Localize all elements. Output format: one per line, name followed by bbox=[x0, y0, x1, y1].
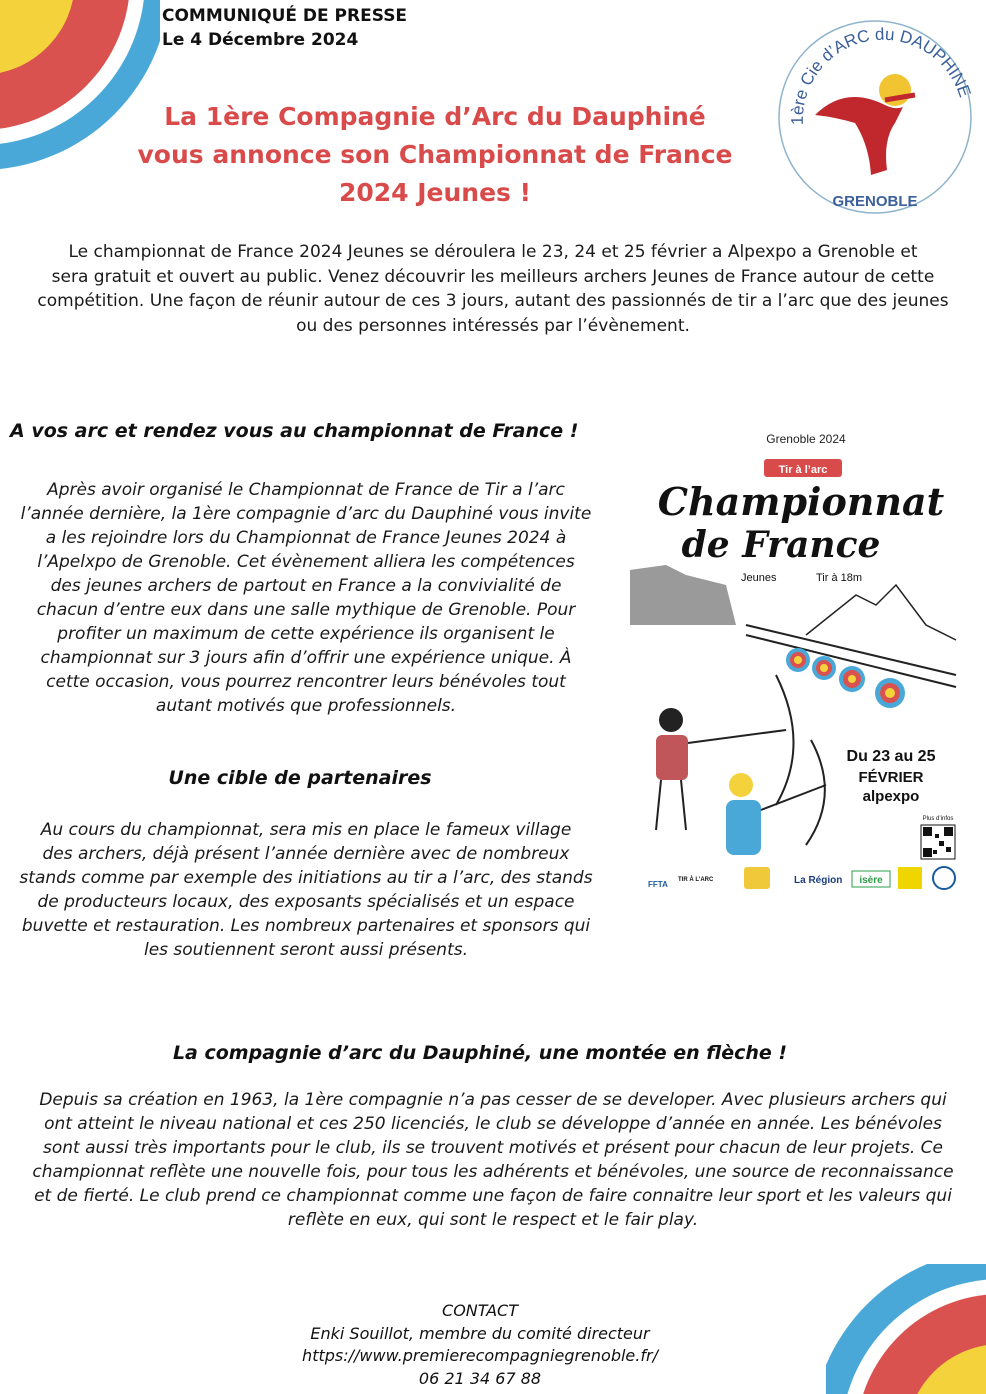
body-line: l’année dernière, la 1ère compagnie d’arc du Dauphiné vous invite bbox=[20, 504, 592, 524]
body-line: reflète en eux, qui sont le respect et le fair play. bbox=[287, 1210, 699, 1230]
contact-phone: 06 21 34 67 88 bbox=[418, 1368, 542, 1388]
section-body-rendezvous bbox=[0, 478, 612, 718]
press-release-label: COMMUNIQUÉ DE PRESSE bbox=[162, 6, 408, 26]
championship-poster bbox=[626, 425, 966, 905]
target-icon bbox=[839, 666, 865, 692]
body-line: buvette et restauration. Les nombreux partenaires et sponsors qui bbox=[21, 916, 591, 936]
section-heading-partners: Une cible de partenaires bbox=[168, 767, 432, 789]
section-heading-rendezvous: A vos arc et rendez vous au championnat de France ! bbox=[10, 420, 579, 442]
body-line: cette occasion, vous pourrez rencontrer leurs bénévoles tout bbox=[46, 672, 566, 692]
sponsor-isere: isère bbox=[859, 875, 883, 886]
qr-code-icon bbox=[921, 825, 955, 859]
poster-month: FÉVRIER bbox=[858, 769, 924, 786]
target-icon bbox=[875, 678, 905, 708]
body-line: chacun d’entre eux dans une salle mythique de Grenoble. Pour bbox=[36, 600, 576, 620]
body-line: Après avoir organisé le Championnat de France de Tir a l’arc bbox=[47, 480, 565, 500]
target-icon bbox=[786, 648, 810, 672]
title-line-3: 2024 Jeunes ! bbox=[338, 178, 532, 207]
body-line: sont aussi très importants pour le club, ils se trouvent motivés et présent pour chacun de leur projets. Ce bbox=[42, 1138, 944, 1158]
sponsor-tir-arc: TIR À L’ARC bbox=[678, 877, 714, 883]
poster-city-year: Grenoble 2024 bbox=[766, 432, 846, 446]
poster-banner: Tir à l’arc bbox=[778, 464, 828, 476]
club-logo bbox=[775, 5, 975, 220]
contact-block bbox=[0, 1300, 960, 1390]
section-heading-club: La compagnie d’arc du Dauphiné, une montée en flèche ! bbox=[172, 1042, 788, 1064]
body-line: championnat reflète une nouvelle fois, pour tous les adhérents et bénévoles, une source de reconnaissance bbox=[32, 1162, 954, 1182]
contact-url-link[interactable]: https://www.premierecompagniegrenoble.fr/ bbox=[302, 1346, 658, 1365]
archers-illustration bbox=[656, 675, 826, 855]
section-body-club bbox=[0, 1088, 986, 1232]
body-line: ont atteint le niveau national et ces 250 licenciés, le club se développe d’année en année. Les bénévoles bbox=[44, 1114, 942, 1134]
target-icon bbox=[812, 656, 836, 680]
intro-line: ou des personnes intéressés par l’évènement. bbox=[296, 315, 690, 336]
poster-venue: alpexpo bbox=[862, 788, 920, 805]
body-line: championnat sur 3 jours afin d’offrir une expérience unique. À bbox=[40, 648, 572, 668]
poster-sub-left: Jeunes bbox=[741, 572, 777, 584]
body-line: des archers, déjà présent l’année dernière avec de nombreux bbox=[42, 844, 570, 864]
body-line: de producteurs locaux, des exposants spécialisés et un espace bbox=[37, 892, 575, 912]
title-line-1: La 1ère Compagnie d’Arc du Dauphiné bbox=[164, 102, 706, 131]
poster-title-2: de France bbox=[681, 524, 881, 566]
sponsor-logos bbox=[648, 867, 955, 889]
logo-ring-text: 1ère Cie d’ARC du DAUPHINE bbox=[787, 24, 975, 126]
body-line: les soutiennent seront aussi présents. bbox=[143, 940, 468, 960]
intro-paragraph bbox=[0, 240, 986, 338]
sponsor-ffta: FFTA bbox=[648, 880, 668, 889]
body-line: Depuis sa création en 1963, la 1ère compagnie n’a pas cesser de se developer. Avec plusieurs archers qui bbox=[39, 1090, 947, 1110]
press-release-date: Le 4 Décembre 2024 bbox=[162, 30, 359, 50]
contact-label: CONTACT bbox=[442, 1301, 518, 1320]
body-line: a les rejoindre lors du Championnat de France Jeunes 2024 à bbox=[45, 528, 567, 548]
section-body-partners bbox=[0, 818, 612, 962]
page-title bbox=[100, 98, 770, 212]
body-line: l’Apelxpo de Grenoble. Cet évènement alliera les compétences bbox=[37, 552, 575, 572]
intro-line: Le championnat de France 2024 Jeunes se déroulera le 23, 24 et 25 février a Alpexpo a Grenoble et bbox=[68, 242, 918, 262]
poster-sub-right: Tir à 18m bbox=[816, 572, 863, 584]
poster-dates: Du 23 au 25 bbox=[846, 748, 936, 765]
intro-line: sera gratuit et ouvert au public. Venez découvrir les meilleurs archers Jeunes de France autour de cette bbox=[51, 266, 935, 287]
body-line: Au cours du championnat, sera mis en place le fameux village bbox=[40, 820, 572, 840]
title-line-2: vous annonce son Championnat de France bbox=[137, 140, 733, 169]
body-line: des jeunes archers de partout en France a la convivialité de bbox=[50, 576, 562, 596]
intro-line: compétition. Une façon de réunir autour de ces 3 jours, autant des passionnés de tir a l’arc que des jeunes bbox=[37, 291, 949, 311]
poster-more-info: Plus d’infos bbox=[922, 816, 954, 822]
poster-title-1: Championnat bbox=[657, 479, 945, 524]
body-line: autant motivés que professionnels. bbox=[155, 696, 457, 716]
logo-bottom-text: GRENOBLE bbox=[832, 193, 918, 210]
body-line: stands comme par exemple des initiations au tir a l’arc, des stands bbox=[19, 868, 593, 888]
contact-name: Enki Souillot, membre du comité directeur bbox=[310, 1323, 650, 1343]
sponsor-region: La Région bbox=[794, 875, 843, 886]
body-line: et de fierté. Le club prend ce championnat comme une façon de faire connaitre leur sport et les valeurs qui bbox=[34, 1186, 952, 1206]
body-line: profiter un maximum de cette expérience ils organisent le bbox=[57, 624, 555, 644]
